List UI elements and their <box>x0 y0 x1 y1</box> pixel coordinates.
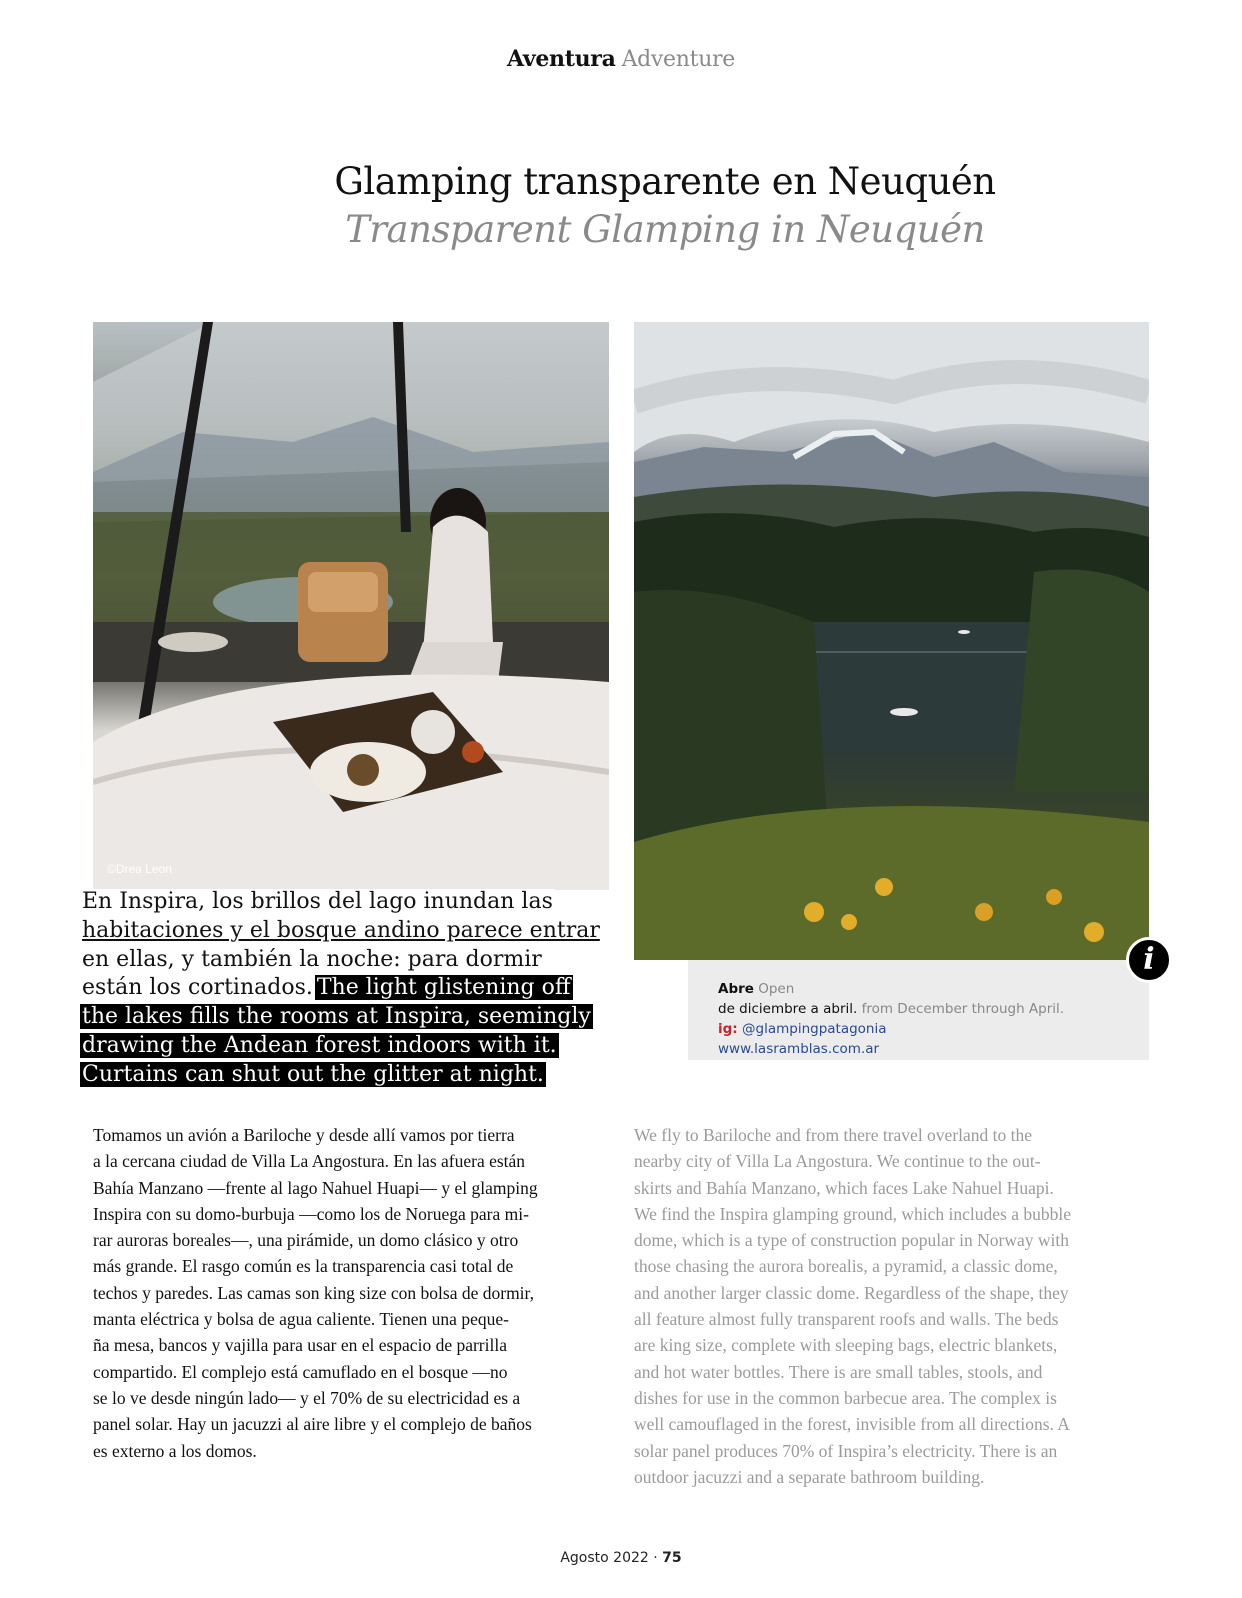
pull-quote-line <box>80 946 690 975</box>
body-line-es: techos y paredes. Las camas son king size con bolsa de dormir, <box>93 1282 535 1303</box>
body-line-en: and another larger classic dome. Regardless of the shape, they <box>634 1282 1069 1303</box>
photo-credit: ©Drea Leon <box>107 862 172 876</box>
body-line-en: those chasing the aurora borealis, a pyramid, a classic dome, <box>634 1256 1058 1277</box>
info-open-label-es: Abre <box>718 981 754 997</box>
body-line-en: all feature almost fully transparent roofs and walls. The beds <box>634 1309 1059 1330</box>
body-line-es: rar auroras boreales—, una pirámide, un domo clásico y otro <box>93 1230 519 1251</box>
body-line-en: and hot water bottles. There is are small tables, stools, and <box>634 1361 1043 1382</box>
pull-quote-line <box>80 1061 690 1090</box>
body-line-en: well camouflaged in the forest, invisible from all directions. A <box>634 1414 1070 1435</box>
body-line-en: skirts and Bahía Manzano, which faces Lake Nahuel Huapi. <box>634 1177 1054 1198</box>
body-line-en: dome, which is a type of construction popular in Norway with <box>634 1230 1069 1251</box>
lake-landscape-photo <box>634 322 1149 960</box>
info-open-label-en: Open <box>758 981 795 997</box>
instagram-link[interactable]: @glampingpatagonia <box>742 1021 887 1037</box>
page-footer <box>0 1550 1242 1566</box>
body-line-en: We find the Inspira glamping ground, which includes a bubble <box>634 1203 1071 1224</box>
pull-quote-line <box>80 1003 690 1032</box>
info-dates-en: from December through April. <box>861 1001 1065 1017</box>
info-open-line <box>718 979 1149 999</box>
body-line-es: Inspira con su domo-burbuja —como los de Noruega para mi- <box>93 1203 529 1224</box>
pull-quote-line <box>80 974 690 1003</box>
glamping-interior-photo <box>93 322 609 890</box>
pull-quote-es: están los cortinados. <box>82 975 313 1001</box>
body-line-es: manta eléctrica y bolsa de agua caliente. Tienen una peque- <box>93 1309 509 1330</box>
body-line-es: Tomamos un avión a Bariloche y desde allí vamos por tierra <box>93 1125 515 1145</box>
info-box <box>688 960 1149 1060</box>
info-ig-label: ig: <box>718 1021 738 1037</box>
body-line-es: Bahía Manzano —frente al lago Nahuel Huapi— y el glamping <box>93 1177 538 1198</box>
body-line-en: dishes for use in the common barbecue area. The complex is <box>634 1387 1057 1408</box>
article-title-en: Transparent Glamping in Neuquén <box>345 208 985 251</box>
info-dates-line <box>718 999 1149 1019</box>
footer-issue: Agosto 2022 · <box>560 1550 658 1566</box>
body-line-es: se lo ve desde ningún lado— y el 70% de su electricidad es a <box>93 1387 521 1408</box>
body-line-es: ña mesa, bancos y vajilla para usar en el espacio de parrilla <box>93 1335 507 1356</box>
body-line-en: nearby city of Villa La Angostura. We continue to the out- <box>634 1151 1041 1172</box>
pull-quote-en: The light glistening off <box>316 975 571 1001</box>
website-link[interactable]: www.lasramblas.com.ar <box>718 1041 880 1057</box>
body-line-en: outdoor jacuzzi and a separate bathroom building. <box>634 1466 985 1487</box>
body-text-en <box>634 1122 1156 1490</box>
page-number: 75 <box>662 1550 682 1566</box>
pull-quote-en: Curtains can shut out the glitter at night. <box>82 1061 544 1087</box>
info-web-line <box>718 1039 1149 1059</box>
body-line-es: panel solar. Hay un jacuzzi al aire libre y el complejo de baños <box>93 1414 532 1435</box>
section-label <box>0 46 1242 72</box>
section-label-es: Aventura <box>507 46 616 72</box>
body-line-es: a la cercana ciudad de Villa La Angostura. En las afuera están <box>93 1151 526 1172</box>
body-line-es: más grande. El rasgo común es la transparencia casi total de <box>93 1256 514 1277</box>
pull-quote-es: en ellas, y también la noche: para dormir <box>82 946 542 972</box>
info-dates-es: de diciembre a abril. <box>718 1001 858 1017</box>
body-line-en: We fly to Bariloche and from there travel overland to the <box>634 1125 1033 1145</box>
pull-quote-en: drawing the Andean forest indoors with it. <box>82 1032 557 1058</box>
lake-landscape-illustration <box>634 322 1149 960</box>
body-text-es <box>93 1122 615 1464</box>
section-label-en: Adventure <box>621 47 735 72</box>
body-line-en: solar panel produces 70% of Inspira’s electricity. There is an <box>634 1440 1058 1461</box>
pull-quote-es: En Inspira, los brillos del lago inundan las <box>82 889 553 914</box>
info-icon: i <box>1126 937 1172 983</box>
pull-quote-line <box>80 1032 690 1061</box>
pull-quote-line <box>80 917 690 946</box>
article-title-es: Glamping transparente en Neuquén <box>334 160 996 203</box>
glamping-interior-illustration <box>93 322 609 890</box>
body-line-es: compartido. El complejo está camuflado en el bosque —no <box>93 1361 508 1382</box>
pull-quote <box>80 888 690 1090</box>
pull-quote-line <box>80 888 690 917</box>
body-line-en: are king size, complete with sleeping bags, electric blankets, <box>634 1335 1058 1356</box>
pull-quote-en: the lakes fills the rooms at Inspira, seemingly <box>82 1004 591 1030</box>
info-ig-line <box>718 1019 1149 1039</box>
pull-quote-es: habitaciones y el bosque andino parece entrar <box>82 917 600 943</box>
body-line-es: es externo a los domos. <box>93 1440 257 1461</box>
